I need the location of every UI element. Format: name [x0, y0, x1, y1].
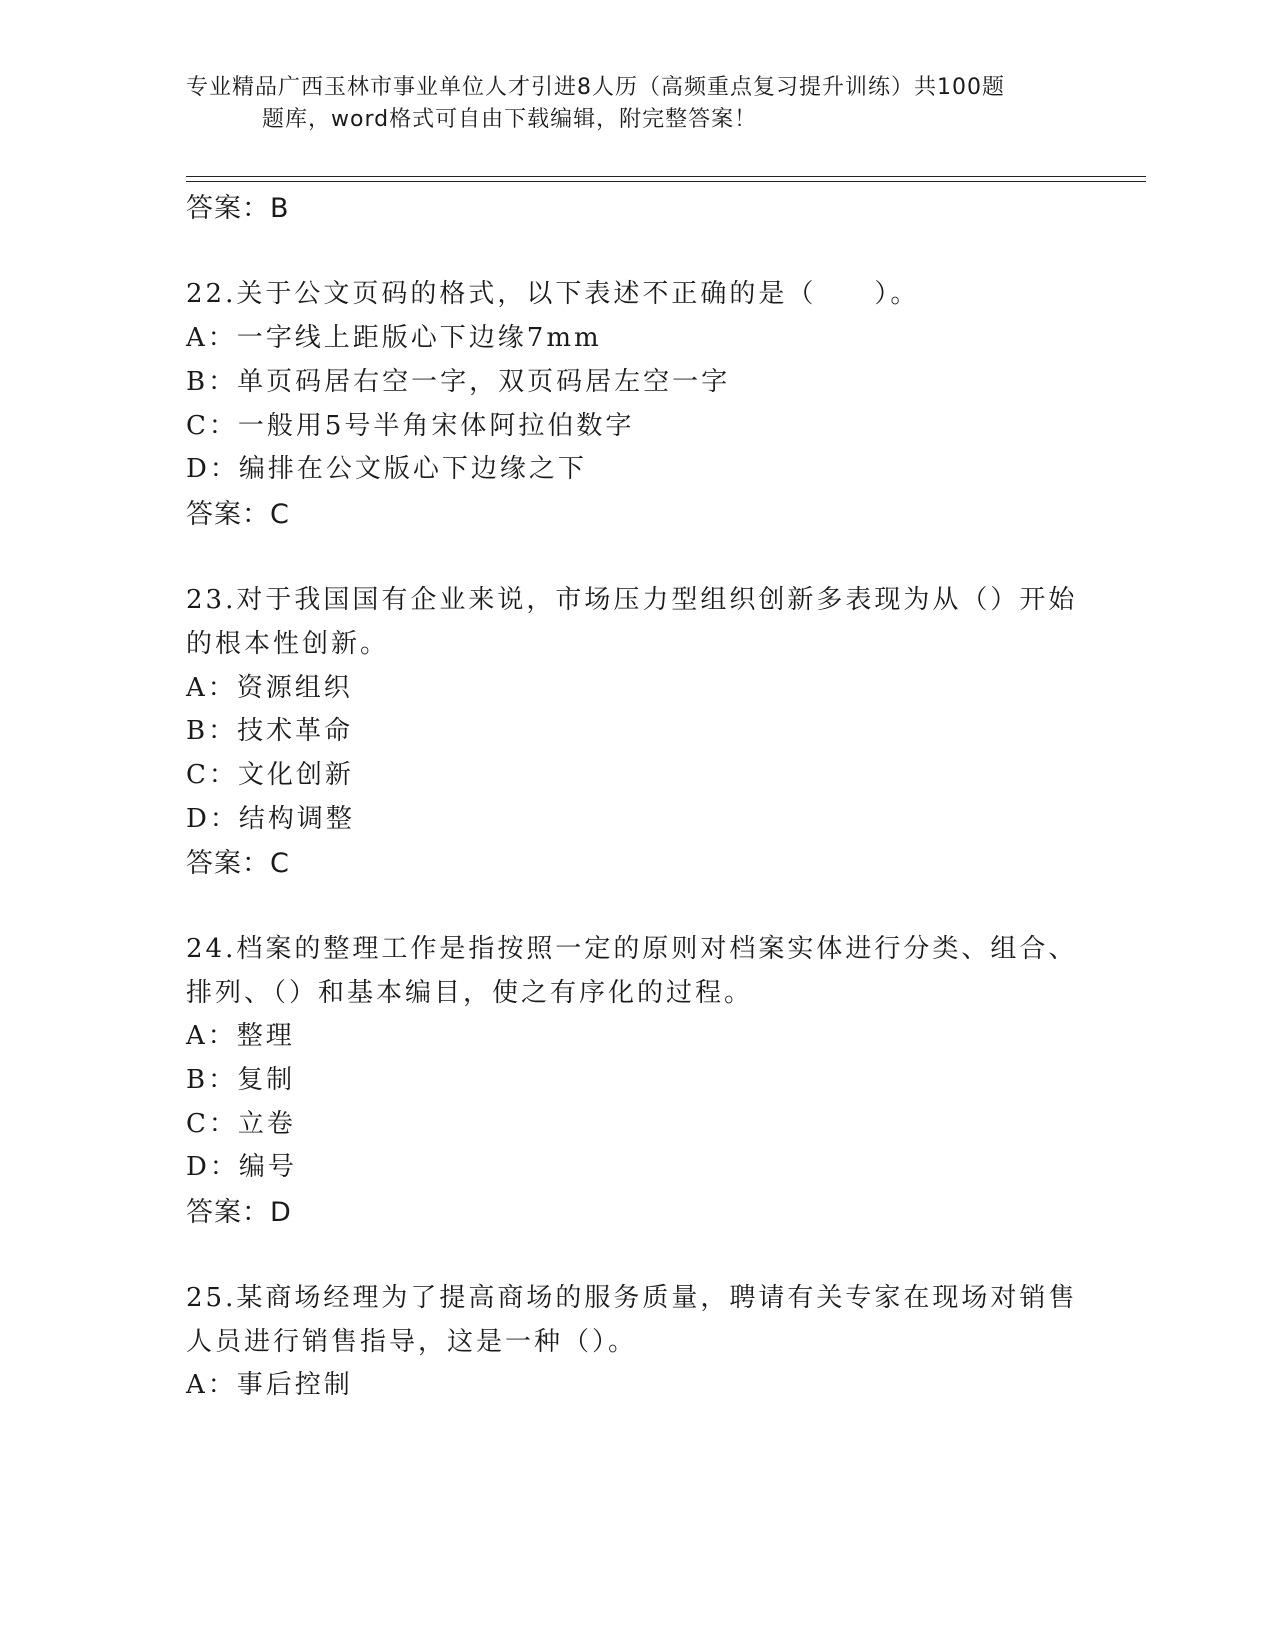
question-22-option-d: D：编排在公文版心下边缘之下	[186, 454, 587, 484]
question-25-stem-line-1: 25.某商场经理为了提高商场的服务质量，聘请有关专家在现场对销售	[186, 1283, 1078, 1313]
question-24-option-c: C：立卷	[186, 1109, 296, 1139]
question-25-stem-line-2: 人员进行销售指导，这是一种（）。	[186, 1327, 638, 1357]
header-line-2: 题库，word格式可自由下载编辑，附完整答案！	[262, 107, 758, 132]
previous-answer: 答案：B	[186, 193, 290, 224]
question-22-option-b: B：单页码居右空一字，双页码居左空一字	[186, 367, 731, 397]
header-line-1: 专业精品广西玉林市事业单位人才引进8人历（高频重点复习提升训练）共100题	[186, 75, 1005, 100]
question-23-stem-line-2: 的根本性创新。	[186, 629, 390, 659]
question-23-option-a: A：资源组织	[186, 673, 353, 703]
header-rule-top	[186, 176, 1146, 177]
question-24-answer: 答案：D	[186, 1197, 292, 1228]
question-24-stem-line-2: 排列、（）和基本编目，使之有序化的过程。	[186, 978, 754, 1008]
question-23-option-b: B：技术革命	[186, 716, 354, 746]
question-24-stem-line-1: 24.档案的整理工作是指按照一定的原则对档案实体进行分类、组合、	[186, 934, 1078, 964]
question-22-option-a: A：一字线上距版心下边缘7mm	[186, 323, 602, 353]
question-22-option-c: C：一般用5号半角宋体阿拉伯数字	[186, 411, 635, 441]
page-header	[186, 72, 1086, 136]
question-22-stem: 22.关于公文页码的格式，以下表述不正确的是（ ）。	[186, 279, 920, 309]
question-23-option-c: C：文化创新	[186, 760, 354, 790]
header-rule-bottom	[186, 181, 1146, 182]
question-24-option-d: D：编号	[186, 1152, 297, 1182]
question-23-stem-line-1: 23.对于我国国有企业来说，市场压力型组织创新多表现为从（）开始	[186, 585, 1078, 615]
question-24-option-b: B：复制	[186, 1065, 296, 1095]
question-25-option-a: A：事后控制	[186, 1370, 353, 1400]
question-23-option-d: D：结构调整	[186, 804, 355, 834]
question-22-answer: 答案：C	[186, 499, 290, 530]
question-23-answer: 答案：C	[186, 848, 290, 879]
question-24-option-a: A：整理	[186, 1021, 295, 1051]
